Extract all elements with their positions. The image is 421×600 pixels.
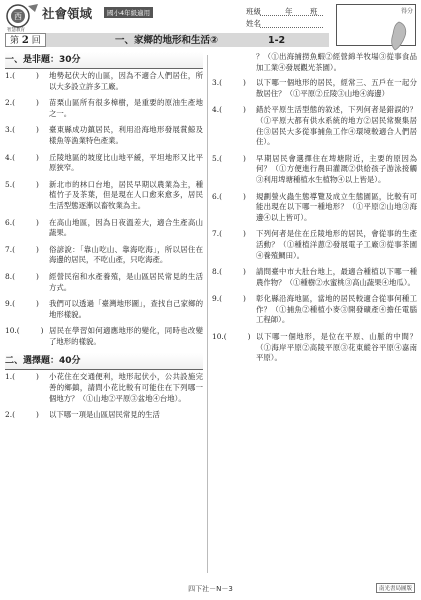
question-item <box>212 192 417 224</box>
answer-blank[interactable]: 4.( ) <box>5 152 39 162</box>
question-item <box>5 180 203 212</box>
question-number: 10. <box>212 332 224 342</box>
answer-blank[interactable]: 10.( ) <box>212 332 251 342</box>
question-item <box>212 267 417 288</box>
answer-blank[interactable]: 8.( ) <box>212 267 246 277</box>
question-number: 3. <box>5 125 13 135</box>
question-text: 新北市的林口台地，居民早期以農業為主，種植竹子及茶葉，但是現在人口愈來愈多，居民生活型態逐漸以畜牧業為主。 <box>49 179 203 210</box>
question-item <box>5 372 203 404</box>
page-number: 四下社－N－3 <box>188 585 233 593</box>
answer-blank[interactable]: 10.( ) <box>5 326 44 336</box>
section-choice-title: 二、選擇題：40分 <box>5 353 203 370</box>
answer-blank[interactable]: 7.( ) <box>5 244 39 254</box>
left-column <box>5 52 203 421</box>
question-text: 請問臺中市大肚台地上，最適合種植以下哪一種農作物？（①種樹②水蜜桃③高山蔬果④地瓜）。 <box>256 267 417 287</box>
answer-blank[interactable]: 7.( ) <box>212 229 246 239</box>
question-text: 我們可以透過「臺灣地形圖」，查找自己家鄉的地形樣貌。 <box>49 299 203 319</box>
choice-list-left <box>5 372 203 420</box>
question-text: 地勢起伏大的山區，因為不適合人們居住，所以大多設立許多工廠。 <box>49 71 203 91</box>
question-number: 5. <box>5 179 13 189</box>
question-text: 俗諺說：「靠山吃山、靠海吃海」，所以居住在海邊的居民，不吃山產，只吃海產。 <box>49 244 203 265</box>
column-divider <box>207 55 208 573</box>
question-text: 以下哪一項是山區居民常見的生活 <box>49 410 160 420</box>
name-field[interactable] <box>260 27 323 28</box>
question-continuation: ？（①出海捕撈魚蝦②經營綿羊牧場③從事食品加工業④發展觀光茶園）。 <box>256 52 417 72</box>
question-text: 小花住在交通便利，地形起伏小，公共設施完善的鄉鎮，請問小花比較有可能住在下列哪一個地方？（①山地②平原③盆地④台地）。 <box>49 372 203 403</box>
question-number: 10. <box>5 326 17 336</box>
question-item <box>5 272 203 293</box>
question-text: 苗栗山區所有很多樟樹，是重要的原油生產地之一。 <box>49 98 203 118</box>
question-number: 8. <box>5 271 13 281</box>
question-text: 臺東縣成功鎮居民，利用沿海地形發展賞鯨及樣魚等漁業特色產業。 <box>49 125 203 145</box>
class-label: 班級 <box>246 7 261 16</box>
question-text: 規劃螢火蟲生態導覽及成立生態園區，比較有可能出現在以下哪一種地形？（①平原②山地③海邊④以上皆可）。 <box>256 191 417 222</box>
lesson-number: 第 2 回 <box>5 33 46 47</box>
answer-blank[interactable]: 2.( ) <box>5 410 39 420</box>
question-item <box>5 153 203 174</box>
class-field[interactable] <box>260 15 323 16</box>
question-item <box>5 125 203 146</box>
question-item <box>212 78 417 99</box>
question-number: 6. <box>5 217 13 227</box>
question-number: 4. <box>5 152 13 162</box>
question-number: 2. <box>5 410 13 420</box>
svg-text:西: 西 <box>14 12 22 21</box>
question-text: 以下哪一個地形的居民，經常三、五戶在一起分散居住？（①平原②丘陵③山地④海邊） <box>256 78 417 98</box>
question-text: 下列何者是住在丘陵地形的居民，會從事的生產活動？（①種植洋蔥②發展電子工廠③從事茶園④養殖鯛田）。 <box>256 229 417 260</box>
score-label: 得分 <box>400 8 413 15</box>
svg-text:智慧教育: 智慧教育 <box>7 28 25 32</box>
answer-blank[interactable]: 4.( ) <box>212 105 246 115</box>
question-text: 丘陵地區的坡度比山地平緩，平坦地形又比平原狹窄。 <box>49 152 203 173</box>
subject-title: 社會領域 <box>42 6 93 21</box>
answer-blank[interactable]: 1.( ) <box>5 71 39 80</box>
publisher-logo <box>4 2 40 32</box>
question-item <box>5 245 203 266</box>
question-number: 5. <box>212 153 220 163</box>
right-column <box>212 52 417 364</box>
question-text: 在高山地區，因為日夜溫差大，適合生產高山蔬果。 <box>49 217 203 238</box>
question-item <box>212 154 417 186</box>
question-number: 9. <box>212 294 220 304</box>
question-text: 早期居民會選擇住在埤塘附近，主要的原因為何？（①方便進行農田灌溉②供給孩子游泳接觸③利用埤塘種植水生植物④以上皆是）。 <box>256 153 417 184</box>
choice-list-right <box>212 78 417 364</box>
answer-blank[interactable]: 6.( ) <box>212 191 246 201</box>
question-item <box>212 332 417 364</box>
question-number: 1. <box>5 71 13 80</box>
question-item <box>5 299 203 320</box>
answer-blank[interactable]: 2.( ) <box>5 98 39 108</box>
section-true-false-title: 一、是非題：30分 <box>5 52 203 69</box>
ban-label: 班 <box>310 7 318 16</box>
question-number: 3. <box>212 78 220 88</box>
answer-blank[interactable]: 5.( ) <box>5 179 39 189</box>
answer-blank[interactable]: 9.( ) <box>212 294 246 304</box>
question-number: 7. <box>212 229 220 239</box>
answer-blank[interactable]: 8.( ) <box>5 271 39 281</box>
question-text: 彰化縣沿海地區，當地的居民較適合從事何種工作？（①捕魚②種植小麥③開發礦產④擔任電腦工程師）。 <box>256 294 417 325</box>
question-item <box>5 218 203 239</box>
taiwan-map-icon <box>383 20 413 52</box>
question-text: 經營民宿和水產養殖，是山區居民常見的生活方式。 <box>49 271 203 292</box>
name-label: 姓名 <box>246 19 261 28</box>
question-item <box>5 410 203 421</box>
question-number: 2. <box>5 98 13 108</box>
question-item <box>212 294 417 326</box>
question-number: 6. <box>212 191 220 201</box>
publisher-mark: 南光書局圖版 <box>376 583 415 593</box>
question-item <box>5 71 203 92</box>
answer-blank[interactable]: 6.( ) <box>5 217 39 227</box>
question-number: 8. <box>212 267 220 277</box>
question-text: 以下哪一個地形，是位在平原、山脈的中間？（①海岸平原②高陵平原③花東縱谷平原④嘉南平原）。 <box>256 332 417 363</box>
answer-blank[interactable]: 1.( ) <box>5 372 39 382</box>
grade-badge: 國小4年級適用 <box>104 7 153 18</box>
question-number: 1. <box>5 372 13 382</box>
grade-label: 年 <box>285 7 293 16</box>
question-item <box>5 98 203 119</box>
answer-blank[interactable]: 3.( ) <box>5 125 39 135</box>
question-item <box>5 326 203 347</box>
question-number: 9. <box>5 299 13 309</box>
true-false-list <box>5 71 203 347</box>
question-number: 4. <box>212 105 220 115</box>
answer-blank[interactable]: 5.( ) <box>212 153 246 163</box>
unit-title: 一、家鄉的地形和生活② <box>115 35 219 46</box>
question-number: 7. <box>5 244 13 254</box>
question-text: 居民在學習如何適應地形的變化，同時也改變了地形的樣貌。 <box>49 326 203 346</box>
question-item <box>212 105 417 147</box>
answer-blank[interactable]: 3.( ) <box>212 78 246 88</box>
question-text: 錯於平原生活型態的敘述，下列何者是錯誤的？（①平原大都有供水系統的地方②居民常聚集居住③居民大多從事捕魚工作④環境較適合人們居住）。 <box>256 105 417 147</box>
unit-code: 1-2 <box>268 35 286 46</box>
answer-blank[interactable]: 9.( ) <box>5 299 39 309</box>
question-item <box>212 229 417 261</box>
